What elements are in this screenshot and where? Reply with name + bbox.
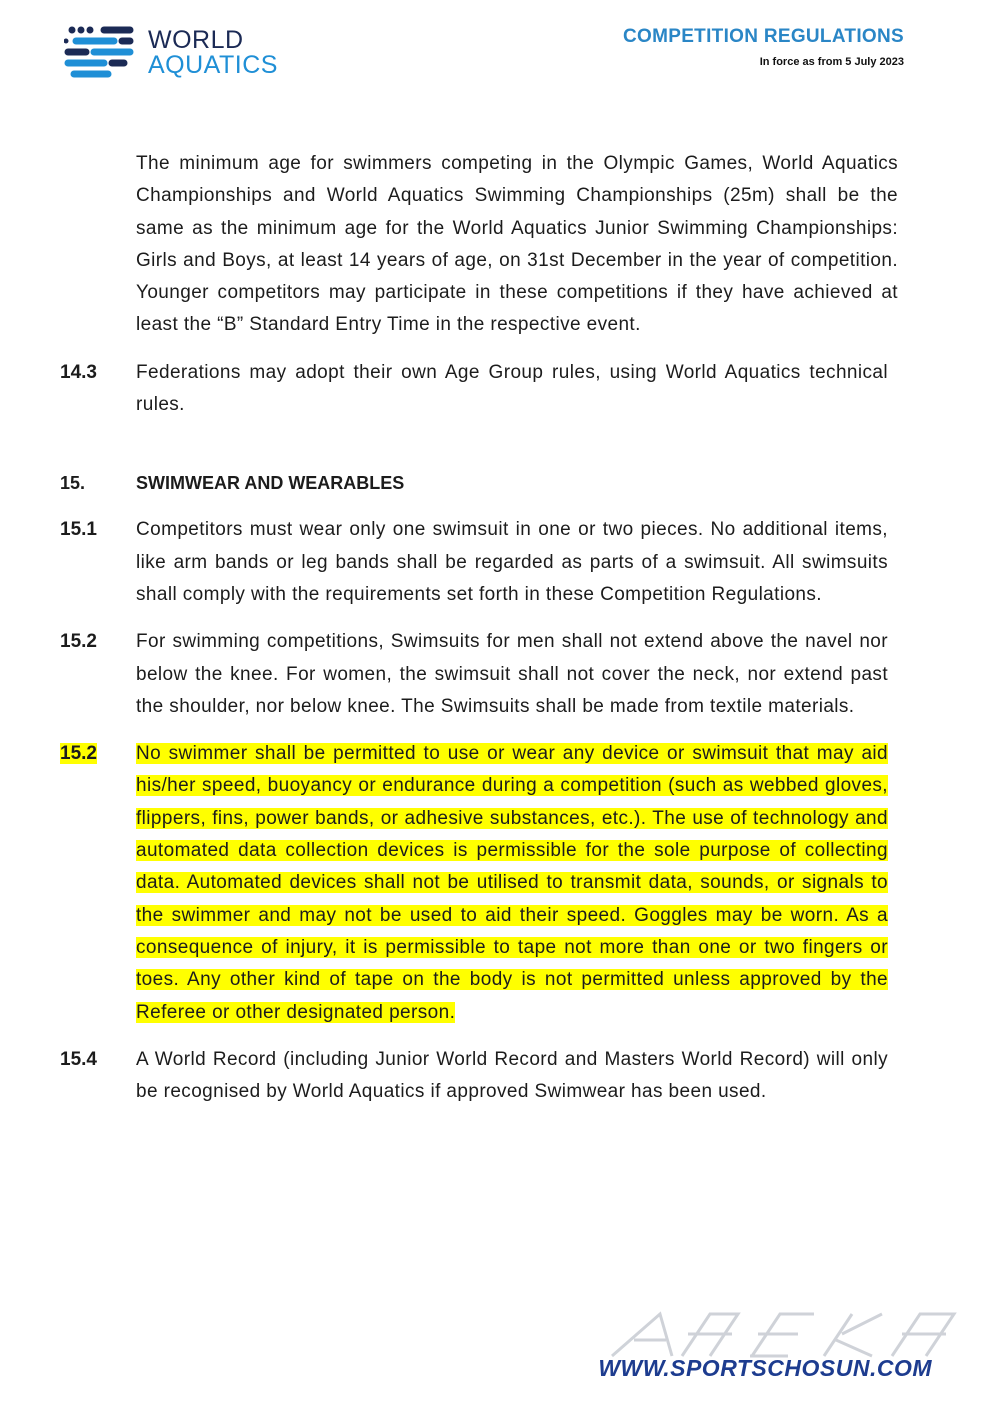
section-number: 15.2 bbox=[60, 743, 97, 765]
section-15-2-swimsuit-limits bbox=[60, 626, 900, 723]
section-number: 14.3 bbox=[60, 361, 97, 383]
intro-paragraph: The minimum age for swimmers competing in the Olympic Games, World Aquatics Championships and World Aquatics Swimming Championships (25m) shall be the same as the minimum age for the World Aquatics Junior Swimming Championships: Girls and Boys, at least 14 years of age, on 31st December in the year of competition. Younger competitors may participate in these competitions if they have achieved at least the “B” Standard Entry Time in the respective event. bbox=[136, 153, 898, 336]
section-text: Competitors must wear only one swimsuit in one or two pieces. No additional items, like arm bands or leg bands shall be regarded as parts of a swimsuit. All swimsuits shall comply with the requirements set forth in these Competition Regulations. bbox=[136, 519, 888, 605]
sportschosun-watermark bbox=[598, 1304, 982, 1400]
logo-text-world: WORLD bbox=[148, 26, 244, 54]
section-number: 15.4 bbox=[60, 1048, 97, 1070]
header-effective-date: In force as from 5 July 2023 bbox=[759, 56, 904, 68]
section-title: SWIMWEAR AND WEARABLES bbox=[136, 473, 405, 494]
section-number: 15.2 bbox=[60, 631, 97, 653]
world-aquatics-logo bbox=[64, 22, 314, 84]
section-text: A World Record (including Junior World Record and Masters World Record) will only be recognised by World Aquatics if approved Swimwear has been used. bbox=[136, 1048, 888, 1103]
section-text: Federations may adopt their own Age Group rules, using World Aquatics technical rules. bbox=[136, 361, 888, 416]
document-header bbox=[623, 26, 904, 68]
logo-wave-icon bbox=[64, 24, 136, 82]
section-number: 15. bbox=[60, 473, 86, 494]
highlighted-section-text: No swimmer shall be permitted to use or wear any device or swimsuit that may aid his/her speed, buoyancy or endurance during a competition (such as webbed gloves, flippers, fins, power bands, or adhesive substances, etc.). The use of technology and automated data collection devices is permissible for the sole purpose of collecting data. Automated devices shall not be utilised to transmit data, sounds, or signals to the swimmer and may not be used to aid their speed. Goggles may be worn. As a consequence of injury, it is permissible to tape not more than one or two fingers or toes. Any other kind of tape on the body is not permitted unless approved by the Referee or other designated person. bbox=[136, 743, 888, 1023]
section-15-1 bbox=[60, 514, 900, 611]
section-15-4 bbox=[60, 1044, 900, 1109]
regulation-body bbox=[60, 148, 900, 1108]
section-text: For swimming competitions, Swimsuits for men shall not extend above the navel nor below the knee. For women, the swimsuit shall not cover the neck, nor extend past the shoulder, nor below knee. The Swimsuits shall be made from textile materials. bbox=[136, 631, 888, 717]
logo-text-aquatics: AQUATICS bbox=[148, 51, 278, 79]
section-15-2-devices-highlighted bbox=[60, 738, 900, 1029]
section-number: 15.1 bbox=[60, 519, 97, 541]
section-14-3 bbox=[60, 357, 900, 422]
section-15-heading bbox=[60, 467, 900, 499]
header-title: COMPETITION REGULATIONS bbox=[623, 26, 904, 47]
watermark-site-url: WWW.SPORTSCHOSUN.COM bbox=[598, 1355, 932, 1381]
